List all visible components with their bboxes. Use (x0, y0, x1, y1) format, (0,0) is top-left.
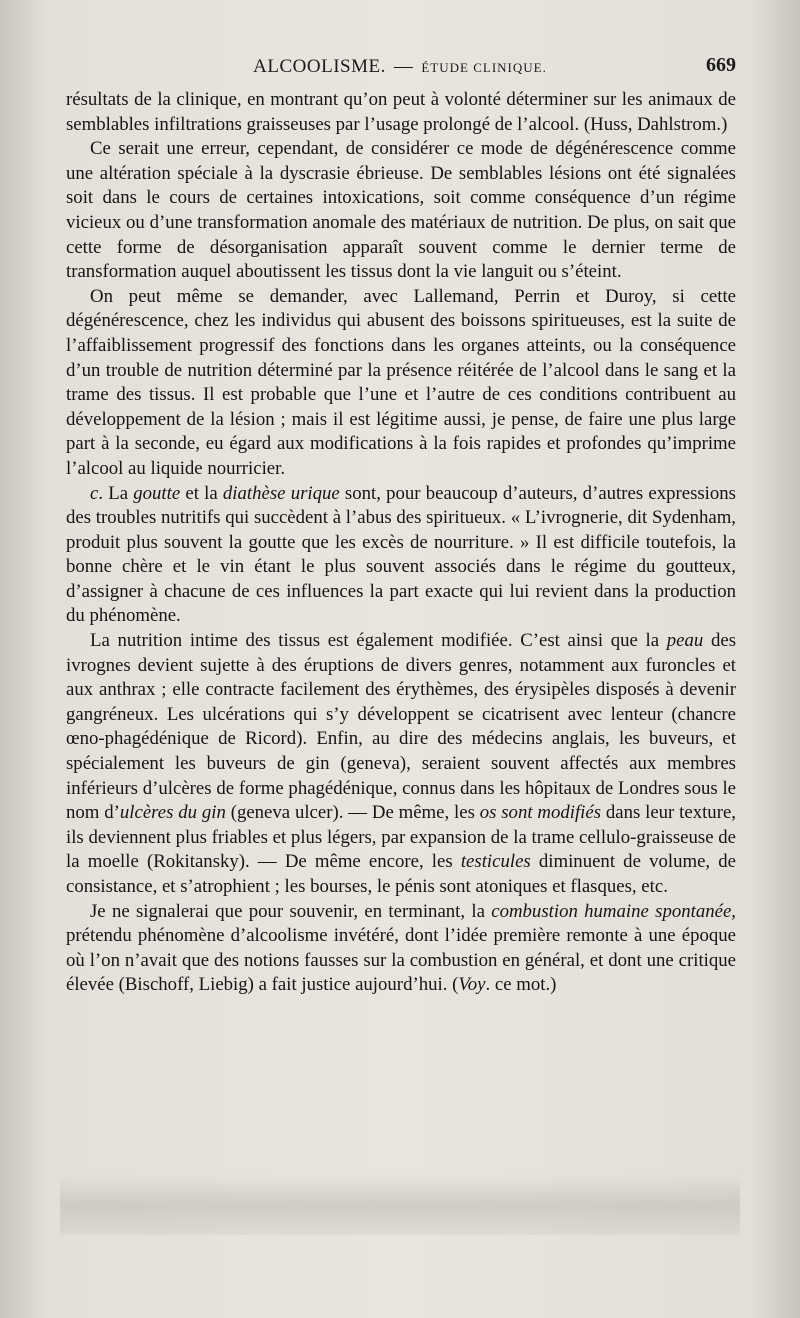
paragraph (66, 900, 736, 998)
paragraph (66, 137, 736, 285)
paragraph (66, 629, 736, 900)
italic-text: combustion humaine spontanée (491, 900, 732, 922)
text-run: des ivrognes devient sujette à des éruptions de divers genres, notamment aux furoncles et aux anthrax ; elle contracte facilement des érythèmes, des érysipèles disposés à devenir gangréneux. Les ulcérations qui s’y développent se cicatrisent avec lenteur (chancre œno-phagédénique de Ricord). Enfin, au dire des médecins anglais, les buveurs, et spécialement les buveurs de gin (geneva), seraient souvent affectés aux membres inférieurs d’ulcères de forme phagédénique, connus dans les hôpitaux de Londres sous le nom d’ (66, 630, 737, 824)
running-title-section: ÉTUDE CLINIQUE. (421, 60, 547, 75)
text-run: (geneva ulcer). — De même, les (225, 802, 480, 824)
text-run: La nutrition intime des tissus est également modifiée. C’est ainsi que la (90, 630, 667, 652)
text-run: diminuent de volume, de consistance, et s’atrophient ; les bourses, le pénis sont atoniques et flasques, etc. (66, 851, 736, 897)
text-run: Ce serait une erreur, cependant, de considérer ce mode de dégénérescence comme une altération spéciale à la dyscrasie ébrieuse. De semblables lésions ont été signalées soit dans le cours de certaines intoxications, soit comme conséquence d’un régime vicieux ou d’une transformation anomale des matériaux de nutrition. De plus, on sait que cette forme de désorganisation apparaît souvent comme le dernier terme de transformation auquel aboutissent les tissus dont la vie languit ou s’éteint. (66, 138, 736, 283)
bleed-through-shadow (60, 1175, 740, 1235)
running-title (62, 56, 738, 78)
text-run: On peut même se demander, avec Lallemand, Perrin et Duroy, si cette dégénérescence, chez les individus qui abusent des boissons spiritueuses, est la suite de l’affaiblissement progressif des fonctions dans les organes atteints, ou la conséquence d’un trouble de nutrition déterminé par la présence réitérée de l’alcool dans le sang et la trame des tissus. Il est probable que l’une et l’autre de ces conditions contribuent au développement de la lésion ; mais il est légitime aussi, je pense, de faire une plus large part à la seconde, eu égard aux modifications à la fois rapides et profondes qu’imprime l’alcool au liquide nourricier. (66, 285, 736, 479)
paragraph (66, 482, 736, 630)
italic-text: peau (666, 630, 704, 652)
italic-text: Voy (458, 974, 486, 996)
running-title-main: ALCOOLISME. (253, 56, 386, 77)
text-run: , prétendu phénomène d’alcoolisme invétéré, dont l’idée première remonte à une époque où l’on n’avait que des notions fausses sur la combustion en général, et dont une critique élevée (Bischoff, Liebig) a fait justice aujourd’hui. ( (66, 900, 736, 996)
italic-text: testicules (460, 851, 531, 873)
running-title-dash: — (393, 56, 414, 77)
text-run: dans leur texture, ils deviennent plus friables et plus légers, par expansion de la trame cellulo-graisseuse de la moelle (Rokitansky). — De même encore, les (66, 802, 736, 873)
italic-text: goutte (133, 482, 181, 504)
italic-text: ulcères du gin (119, 802, 226, 824)
text-run: sont, pour beaucoup d’auteurs, d’autres expressions des troubles nutritifs qui succèdent à l’abus des spiritueux. « L’ivrognerie, dit Sydenham, produit plus souvent la goutte que les excès de nourriture. » Il est difficile toutefois, la bonne chère et le vin étant le plus souvent associés dans le régime du goutteux, d’assigner à chacune de ces influences la part exacte qui lui revient dans la production du phénomène. (66, 482, 736, 627)
text-run: . La (98, 482, 134, 504)
italic-text: diathèse urique (222, 482, 340, 504)
paragraph (66, 88, 736, 137)
page-number: 669 (706, 54, 736, 76)
italic-text: c (90, 482, 99, 504)
body-text (66, 88, 736, 998)
page-header (62, 54, 738, 82)
text-run: et la (180, 482, 223, 504)
text-run: . ce mot.) (485, 974, 557, 996)
paragraph (66, 285, 736, 482)
text-run: Je ne signalerai que pour souvenir, en terminant, la (90, 900, 492, 922)
text-run: résultats de la clinique, en montrant qu’on peut à volonté déterminer sur les animaux de semblables infiltrations graisseuses par l’usage prolongé de l’alcool. (Huss, Dahlstrom.) (66, 89, 736, 135)
italic-text: os sont modifiés (479, 802, 602, 824)
